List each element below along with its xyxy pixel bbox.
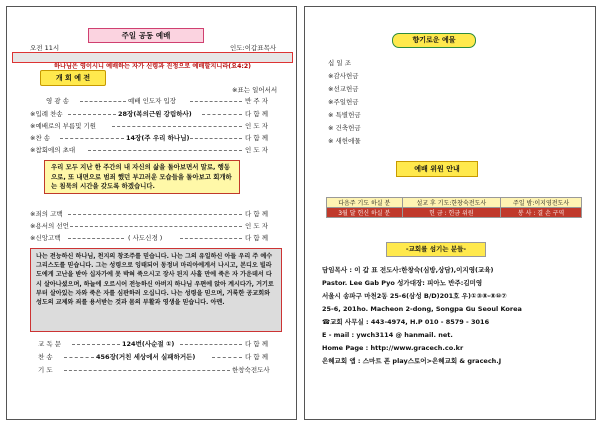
offering-item: ※주일헌금: [328, 98, 359, 106]
homepage-link[interactable]: Home Page : http://www.gracech.co.kr: [322, 344, 464, 352]
leader-line: [190, 101, 242, 102]
leader-line: [72, 344, 120, 345]
order-person: 다 함 께: [245, 340, 268, 348]
order-detail: 28장(복의근원 강림하사): [118, 110, 192, 118]
info-line: 담임목사 : 이 갑 표 전도사:한창숙(심방,상담),이지영(교육): [322, 266, 494, 274]
order-person: 인 도 자: [245, 146, 268, 154]
table-cell: 다음주 기도 하실 분: [327, 198, 403, 208]
stand-note: ※표는 일어서서: [232, 86, 278, 94]
table-cell: 봉 사 : 결 손 구역: [501, 208, 582, 218]
offering-item: ※선교헌금: [328, 85, 359, 93]
leader-line: [70, 226, 242, 227]
leader-line: [212, 357, 242, 358]
leader-line: [64, 357, 94, 358]
order-label: ※참회에의 초대: [30, 146, 76, 154]
order-person: 인 도 자: [245, 222, 268, 230]
leader-line: [68, 114, 116, 115]
info-line: 은혜교회 앱 : 스마트 폰 play스토어>은혜교회 & gracech.J: [322, 357, 502, 365]
table-cell: 헌 금 : 헌금 위원: [402, 208, 501, 218]
order-person: 다 함 께: [245, 353, 268, 361]
table-cell: 설교 후 기도:한창숙전도사: [402, 198, 501, 208]
theme-verse: 하나님은 영이시니 예배하는 자가 신령과 진정으로 예배할지니라(요4:2): [12, 52, 293, 63]
offering-item: ※ 건축헌금: [328, 124, 361, 132]
order-label: 찬 송: [38, 353, 53, 361]
table-row: [327, 208, 582, 218]
order-person: 인 도 자: [245, 122, 268, 130]
service-time: 오전 11시: [30, 44, 60, 52]
order-detail: 456장(거친 세상에서 실패하거든): [96, 353, 196, 361]
order-person: 다 함 께: [245, 210, 268, 218]
order-label: ※찬 송: [30, 134, 51, 142]
creed-box: [30, 248, 282, 332]
creed-text: 나는 전능하신 하나님, 천지의 창조주를 믿습니다. 나는 그의 유일하신 아들 우리 주 예수 그리스도를 믿습니다. 그는 성령으로 잉태되어 동정녀 마리아에게서 나시고, 본디오 빌라도에게 고난을 받아 십자가에 못 박혀 죽으시고 장사 된지 사흘 만에 죽은 자 가운데서 다시 살아나셨으며, 하늘에 오르시어 전능하신 아버지 하나님 우편에 앉아 계시다가, 거기로 부터 살아있는 자와 죽은 자를 심판하러 오십니다. 나는 성령을 믿으며, 거룩한 공교회와 성도의 교제와 죄를 용서받는 것과 몸의 부활과 영생을 믿습니다. 아멘.: [36, 253, 274, 307]
offering-item: ※ 새헌에물: [328, 137, 361, 145]
info-line: ☎교회 사무실 : 443-4974, H.P 010 - 8579 - 3016: [322, 318, 490, 326]
order-detail: 124번(사순절 ①): [122, 340, 175, 348]
order-person: 다 함 께: [245, 110, 268, 118]
opening-header: 개 회 예 전: [40, 70, 106, 86]
leader-line: [180, 238, 242, 239]
order-person: 다 함 께: [245, 134, 268, 142]
order-detail: ( 사도신경 ): [128, 234, 163, 242]
leader-line: [60, 138, 124, 139]
order-detail: 14장(주 우리 하나님): [126, 134, 190, 142]
leader-line: [202, 114, 242, 115]
service-title: 주일 공동 예배: [88, 28, 204, 43]
info-line: 서울시 송파구 마천2동 25-6(삼성 B/D)201호 우)①③⑧-⑧⑩⑦: [322, 292, 507, 300]
table-cell: 3월 달 헌신 하실 분: [327, 208, 403, 218]
order-detail: 예배 인도자 입장: [128, 97, 177, 105]
info-line: E - mail : ywch3114 @ hanmail. net.: [322, 331, 453, 339]
offering-item: ※감사헌금: [328, 72, 359, 80]
confession-text: 우리 모두 지난 한 주간의 내 자신의 삶을 돌아보면서 말로, 행동으로, 또 내면으로 범죄 했던 부끄러운 모습들을 돌아보고 회개하는 침묵의 시간을 갖도록 하겠습니다.: [51, 163, 232, 190]
offering-item: ※ 특별헌금: [328, 111, 361, 119]
table-row: [327, 198, 582, 208]
table-cell: 주일 밤:이지영전도사: [501, 198, 582, 208]
order-label: 기 도: [38, 366, 53, 374]
servers-title: -교회를 섬기는 분들-: [386, 242, 486, 257]
leader-line: [88, 150, 242, 151]
leader-line: [180, 344, 242, 345]
leader-line: [68, 238, 124, 239]
leader-line: [64, 370, 230, 371]
service-committee-title: 예배 위원 안내: [396, 161, 478, 177]
order-label: ※죄의 고백: [30, 210, 63, 218]
offering-title: 향기로운 예물: [392, 33, 476, 48]
leader-line: [68, 214, 242, 215]
leader-line: [80, 101, 126, 102]
service-committee-table: [326, 197, 582, 218]
info-line: 25-6, 201ho. Macheon 2-dong, Songpa Gu Seoul Korea: [322, 305, 522, 313]
confession-box: [44, 160, 240, 194]
leader-line: [190, 138, 242, 139]
order-person: 반 주 자: [245, 97, 268, 105]
homepage-line[interactable]: [322, 344, 463, 352]
order-person: 다 함 께: [245, 234, 268, 242]
offering-item: 십 일 조: [328, 59, 351, 67]
order-label: 영 광 송: [46, 97, 69, 105]
order-label: ※용서의 선언: [30, 222, 69, 230]
service-leader: 인도:이갑표목사: [230, 44, 277, 52]
info-line: Pastor. Lee Gab Pyo 성가대장: 피아노 반주:김미영: [322, 279, 483, 287]
order-label: 교 독 문: [38, 340, 61, 348]
order-person: 한창숙전도사: [232, 366, 270, 374]
order-label: ※신앙고백: [30, 234, 61, 242]
order-label: ※예배로의 부름및 기원: [30, 122, 97, 130]
order-label: ※입례 찬송: [30, 110, 63, 118]
leader-line: [112, 126, 242, 127]
